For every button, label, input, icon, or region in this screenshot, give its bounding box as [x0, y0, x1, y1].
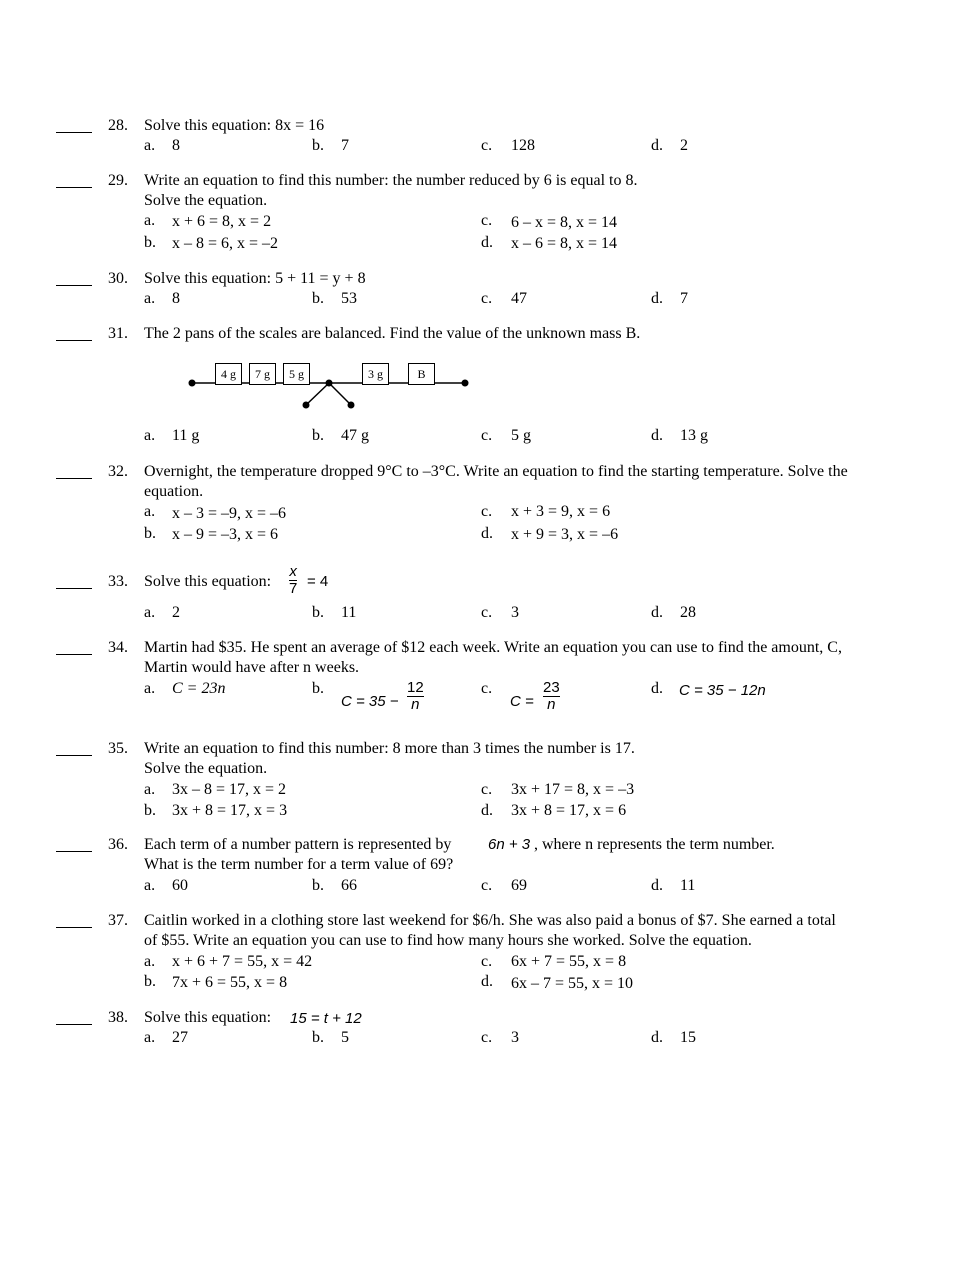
- option-label: c.: [481, 137, 493, 154]
- fraction-denominator: 7: [289, 580, 298, 597]
- option-text: 47: [511, 290, 527, 307]
- fraction-x-over-7: [289, 564, 297, 597]
- question-number: 32.: [108, 463, 128, 480]
- option-text: x + 9 = 3, x = –6: [511, 526, 619, 543]
- question-text-line2: What is the term number for a term value of 69?: [144, 856, 454, 873]
- question-text-line2: Solve the equation.: [144, 760, 268, 777]
- fraction-numerator: 12: [407, 679, 424, 696]
- option-text: C = 23n: [172, 680, 226, 697]
- answer-blank[interactable]: [56, 464, 92, 479]
- option-text: x + 6 = 8, x = 2: [172, 213, 272, 230]
- fraction-numerator: x: [289, 563, 297, 580]
- option-text: 11: [680, 877, 696, 894]
- scale-leg-right: [329, 383, 351, 405]
- question-number: 29.: [108, 172, 128, 189]
- option-label: b.: [312, 877, 324, 894]
- option-label: c.: [481, 953, 493, 970]
- fraction-23-over-n: [543, 680, 560, 713]
- question-text: The 2 pans of the scales are balanced. Find the value of the unknown mass B.: [144, 325, 641, 342]
- option-label: a.: [144, 781, 156, 798]
- option-label: c.: [481, 503, 493, 520]
- option-text: 5: [341, 1029, 349, 1046]
- scale-foot-left: [303, 402, 310, 409]
- option-label: a.: [144, 877, 156, 894]
- option-text: x + 6 + 7 = 55, x = 42: [172, 953, 313, 970]
- option-expression: C = 35 −: [341, 693, 399, 710]
- option-label: c.: [481, 781, 493, 798]
- question-number: 36.: [108, 836, 128, 853]
- mass-box-b: B: [408, 363, 435, 385]
- option-text: 28: [680, 604, 696, 621]
- option-label: c.: [481, 680, 493, 697]
- option-label: b.: [312, 137, 324, 154]
- option-text: 6x – 7 = 55, x = 10: [511, 975, 634, 992]
- option-label: a.: [144, 953, 156, 970]
- option-label: d.: [481, 234, 493, 251]
- option-text: 6x + 7 = 55, x = 8: [511, 953, 627, 970]
- mass-box-4g: 4 g: [215, 363, 242, 385]
- fraction-12-over-n: [407, 680, 424, 713]
- option-text: 3x – 8 = 17, x = 2: [172, 781, 287, 798]
- option-text: 69: [511, 877, 527, 894]
- option-label: d.: [651, 1029, 663, 1046]
- question-text: Write an equation to find this number: the number reduced by 6 is equal to 8.: [144, 172, 638, 189]
- option-text: 13 g: [680, 427, 708, 444]
- question-text: Overnight, the temperature dropped 9°C to –3°C. Write an equation to find the starting temperature. Solve the: [144, 463, 848, 480]
- option-label: a.: [144, 290, 156, 307]
- question-text-line2: of $55. Write an equation you can use to find how many hours she worked. Solve the equation.: [144, 932, 752, 949]
- question-number: 30.: [108, 270, 128, 287]
- question-text-line2: equation.: [144, 483, 204, 500]
- beam-end-right: [462, 380, 469, 387]
- question-text: Each term of a number pattern is represented by: [144, 836, 452, 853]
- option-label: d.: [481, 973, 493, 990]
- option-text: 60: [172, 877, 188, 894]
- fraction-numerator: 23: [543, 679, 560, 696]
- option-label: d.: [651, 877, 663, 894]
- option-label: b.: [312, 680, 324, 697]
- option-label: c.: [481, 604, 493, 621]
- option-label: a.: [144, 680, 156, 697]
- option-label: a.: [144, 1029, 156, 1046]
- option-label: c.: [481, 290, 493, 307]
- option-text: 3x + 8 = 17, x = 3: [172, 802, 288, 819]
- answer-blank[interactable]: [56, 913, 92, 928]
- mass-box-5g: 5 g: [283, 363, 310, 385]
- question-text: Solve this equation: 5 + 11 = y + 8: [144, 270, 366, 287]
- question-text: Solve this equation:: [144, 573, 272, 590]
- option-text: 7x + 6 = 55, x = 8: [172, 974, 288, 991]
- question-text-cont: , where n represents the term number.: [534, 836, 775, 853]
- option-text: 7: [341, 137, 349, 154]
- option-text: x – 8 = 6, x = –2: [172, 235, 279, 252]
- option-text: 27: [172, 1029, 188, 1046]
- option-label: b.: [312, 290, 324, 307]
- option-label: a.: [144, 137, 156, 154]
- option-text: 3x + 17 = 8, x = –3: [511, 781, 635, 798]
- option-text: x – 9 = –3, x = 6: [172, 526, 279, 543]
- option-text: x – 3 = –9, x = –6: [172, 505, 287, 522]
- option-label: b.: [312, 427, 324, 444]
- option-expression: C = 35 − 12n: [679, 682, 766, 699]
- option-text: 6 – x = 8, x = 14: [511, 214, 618, 231]
- option-label: b.: [144, 234, 156, 251]
- option-label: d.: [651, 427, 663, 444]
- question-text: Write an equation to find this number: 8 more than 3 times the number is 17.: [144, 740, 635, 757]
- option-label: c.: [481, 212, 493, 229]
- option-text: 7: [680, 290, 688, 307]
- answer-blank[interactable]: [56, 1010, 92, 1025]
- option-label: b.: [312, 604, 324, 621]
- option-text: 8: [172, 290, 180, 307]
- option-label: d.: [481, 525, 493, 542]
- option-label: d.: [481, 802, 493, 819]
- question-text-line2: Solve the equation.: [144, 192, 268, 209]
- equation-expression: 15 = t + 12: [290, 1010, 362, 1027]
- answer-blank[interactable]: [56, 741, 92, 756]
- option-label: d.: [651, 290, 663, 307]
- option-text: 47 g: [341, 427, 369, 444]
- question-text-line2: Martin would have after n weeks.: [144, 659, 360, 676]
- option-label: b.: [312, 1029, 324, 1046]
- option-label: a.: [144, 427, 156, 444]
- option-text: x – 6 = 8, x = 14: [511, 235, 618, 252]
- option-text: 3: [511, 1029, 519, 1046]
- option-label: a.: [144, 503, 156, 520]
- option-text: 11: [341, 604, 357, 621]
- answer-blank[interactable]: [56, 640, 92, 655]
- option-text: x + 3 = 9, x = 6: [511, 503, 611, 520]
- option-text: 8: [172, 137, 180, 154]
- option-text: 53: [341, 290, 357, 307]
- scale-leg-left: [306, 383, 329, 405]
- question-number: 37.: [108, 912, 128, 929]
- option-expression: C =: [510, 693, 534, 710]
- option-label: b.: [144, 973, 156, 990]
- question-number: 31.: [108, 325, 128, 342]
- mass-box-3g: 3 g: [362, 363, 389, 385]
- question-number: 38.: [108, 1009, 128, 1026]
- option-label: d.: [651, 604, 663, 621]
- option-text: 15: [680, 1029, 696, 1046]
- beam-end-left: [189, 380, 196, 387]
- question-text: Martin had $35. He spent an average of $12 each week. Write an equation you can use to find the amount, C,: [144, 639, 842, 656]
- option-text: 2: [172, 604, 180, 621]
- option-text: 3: [511, 604, 519, 621]
- option-text: 5 g: [511, 427, 531, 444]
- option-text: 66: [341, 877, 357, 894]
- term-expression: 6n + 3: [488, 836, 531, 853]
- fraction-denominator: n: [411, 696, 420, 713]
- fraction-denominator: n: [547, 696, 556, 713]
- question-text: Solve this equation:: [144, 1009, 272, 1026]
- answer-blank[interactable]: [56, 837, 92, 852]
- option-label: b.: [144, 525, 156, 542]
- option-text: 11 g: [172, 427, 200, 444]
- option-text: 2: [680, 137, 688, 154]
- answer-blank[interactable]: [56, 574, 92, 589]
- option-label: a.: [144, 604, 156, 621]
- option-label: c.: [481, 1029, 493, 1046]
- option-text: 128: [511, 137, 535, 154]
- option-label: d.: [651, 137, 663, 154]
- option-label: c.: [481, 877, 493, 894]
- question-text: Caitlin worked in a clothing store last weekend for $6/h. She was also paid a bonus of $7. She earned a total: [144, 912, 836, 929]
- question-number: 28.: [108, 117, 128, 134]
- question-number: 33.: [108, 573, 128, 590]
- equation-rhs: = 4: [307, 573, 329, 590]
- mass-box-7g: 7 g: [249, 363, 276, 385]
- option-label: b.: [144, 802, 156, 819]
- option-label: d.: [651, 680, 663, 697]
- option-label: a.: [144, 212, 156, 229]
- question-number: 35.: [108, 740, 128, 757]
- scale-pivot: [326, 380, 333, 387]
- scale-foot-right: [348, 402, 355, 409]
- option-label: c.: [481, 427, 493, 444]
- option-text: 3x + 8 = 17, x = 6: [511, 802, 627, 819]
- question-number: 34.: [108, 639, 128, 656]
- question-text: Solve this equation: 8x = 16: [144, 117, 325, 134]
